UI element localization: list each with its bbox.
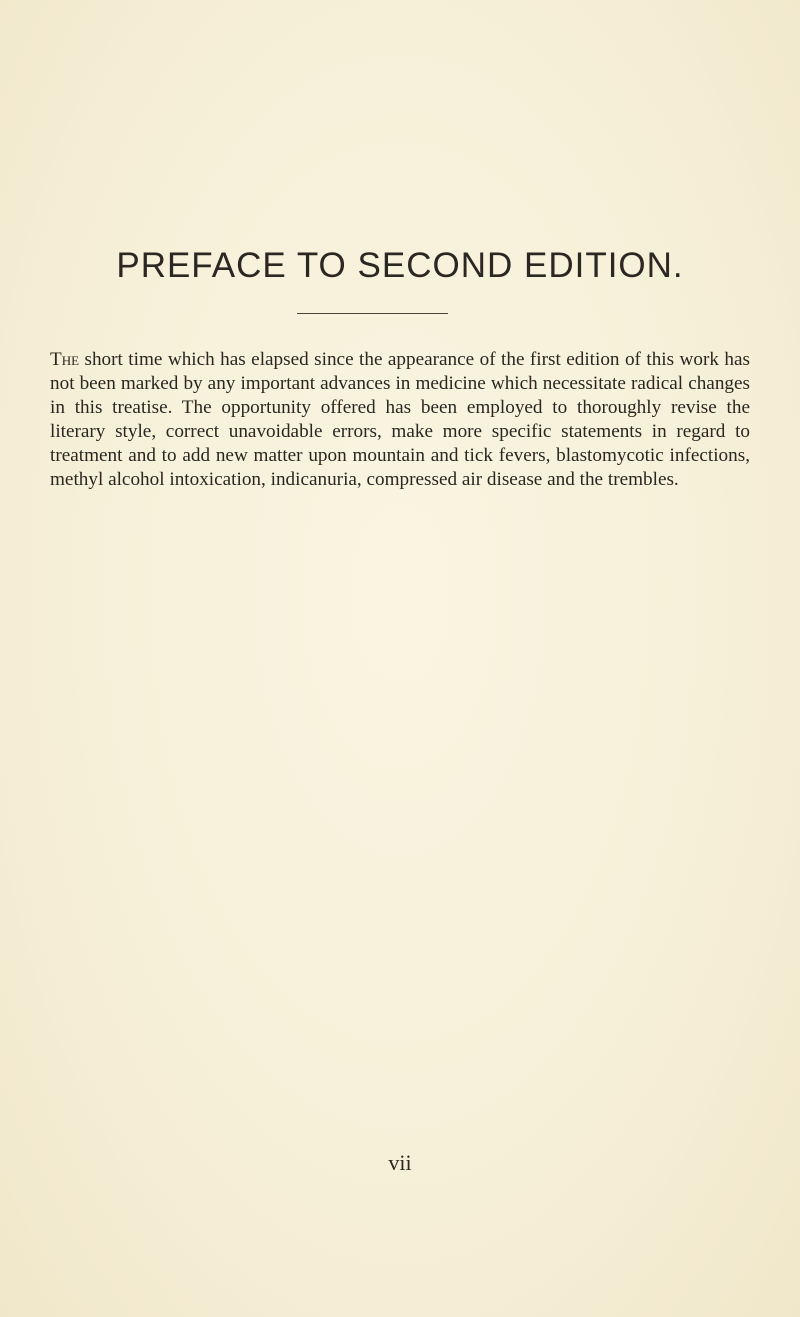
preface-paragraph — [50, 348, 750, 492]
page-title: PREFACE TO SECOND EDITION. — [116, 246, 684, 285]
title-divider — [297, 313, 448, 314]
page-number: vii — [388, 1150, 412, 1175]
paragraph-text: short time which has elapsed since the appearance of the first edition of this work has not been marked by any important advances in medicine which necessitate radical changes in this treatise. The opportunity offered has been employed to thoroughly revise the literary style, correct unavoidable errors, make more specific statements in regard to treatment and to add new matter upon mountain and tick fevers, blastomycotic infections, methyl alcohol intoxication, indicanuria, compressed air disease and the trembles. — [50, 349, 750, 490]
paragraph-lead-word: The — [50, 349, 80, 370]
